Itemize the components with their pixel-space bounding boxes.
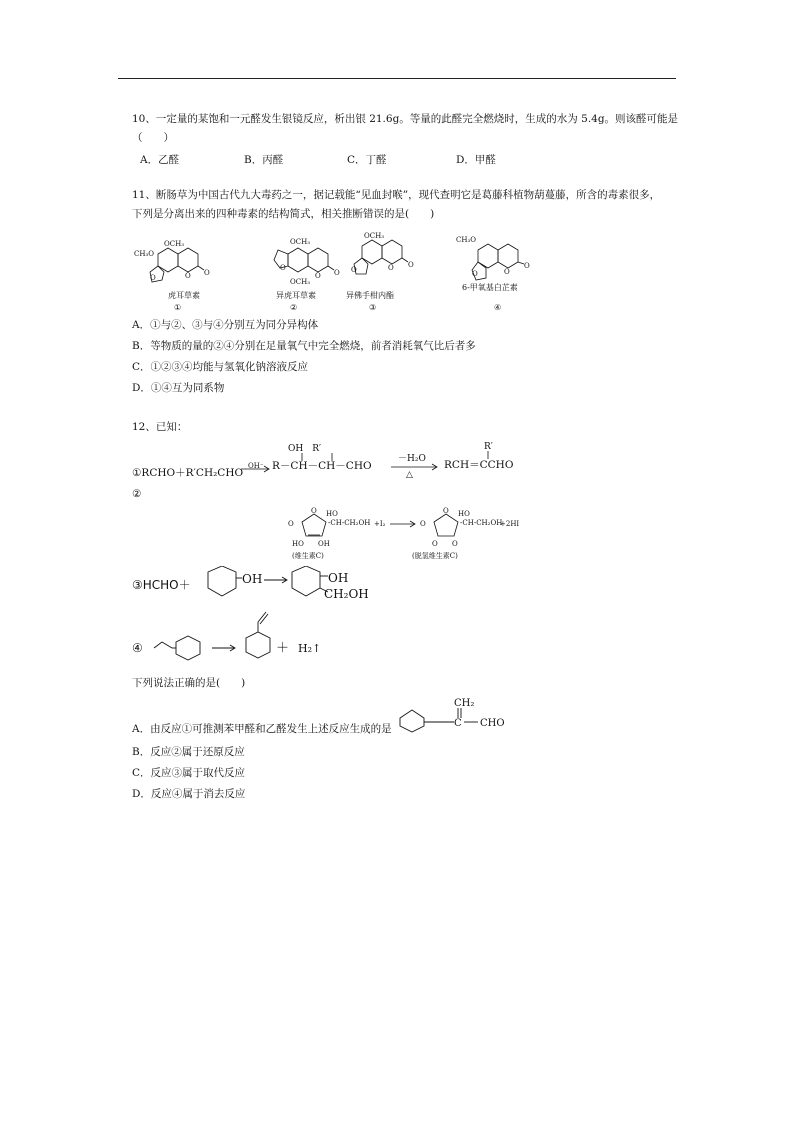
r2-r-o1: O <box>432 540 438 548</box>
q11-option-a: A．①与②、③与④分别互为同分异构体 <box>132 319 319 331</box>
s4-o3: O <box>524 262 530 270</box>
r2-r-o-ring: O <box>443 507 449 515</box>
r2-r-side: -CH-CH₂OH <box>460 519 503 527</box>
q12-option-d: D．反应④属于消去反应 <box>132 788 246 800</box>
r2-l-side: -CH-CH₂OH <box>328 519 371 527</box>
q12-question: 下列说法正确的是( ) <box>132 677 246 689</box>
r1-left: ①RCHO＋R′CH₂CHO <box>132 467 244 479</box>
r3-left: ③HCHO＋ <box>132 578 191 592</box>
r4-plus: ＋ <box>276 641 290 656</box>
r2-l-o-ketone: O <box>288 520 294 528</box>
s4-name: 6-甲氧基白芷素 <box>462 283 518 292</box>
r2-scheme <box>282 504 532 562</box>
q12-option-b: B．反应②属于还原反应 <box>132 746 245 758</box>
s2-name: 异虎耳草素 <box>276 291 316 300</box>
q10-option-b: B．丙醛 <box>244 154 284 166</box>
structure-4 <box>456 236 530 312</box>
r1-arrow2 <box>390 462 440 472</box>
r2-l-ho2: HO <box>292 540 304 548</box>
r3-oh: OH <box>242 572 263 586</box>
s1-ch3o: CH₃O <box>134 250 155 258</box>
structure-2 <box>274 238 340 312</box>
r3-p-oh: OH <box>328 571 349 585</box>
s2-o2: O <box>315 272 321 280</box>
r4-num: ④ <box>132 641 143 655</box>
s4-o2: O <box>504 268 510 276</box>
q11-option-c: C．①②③④均能与氢氧化钠溶液反应 <box>132 361 309 373</box>
s3-o1: O <box>351 266 357 274</box>
structure-3 <box>346 232 414 312</box>
r1-mid-top: OH R′ <box>288 444 322 454</box>
r2-num: ② <box>132 488 142 500</box>
q11-option-d: D．①④互为同系物 <box>132 382 225 394</box>
s1-o3: O <box>204 269 210 277</box>
r1-arrow1 <box>240 464 272 474</box>
s3-och3: OCH₃ <box>364 232 385 240</box>
r1-right: RCH＝CCHO <box>444 459 514 471</box>
q10-option-c: C．丁醛 <box>347 154 387 166</box>
q11-option-b: B．等物质的量的②④分别在足量氧气中完全燃烧，前者消耗氧气比后者多 <box>132 340 476 352</box>
s3-o3: O <box>408 261 414 269</box>
q10-stem-line1: 10、一定量的某饱和一元醛发生银镜反应，析出银 21.6g。等量的此醛完全燃烧时，生成的水为 5.4g。则该醛可能是 <box>132 113 679 125</box>
a-c: C <box>454 718 462 729</box>
r2-plus: +I₂ <box>374 520 386 528</box>
header-rule <box>118 78 676 79</box>
q10-stem-line2: （ ） <box>132 132 174 144</box>
q12-option-a-structure <box>396 696 526 738</box>
r2-product-tail: +2HI <box>500 520 520 528</box>
q11-stem-line1: 11、断肠草为中国古代九大毒药之一，据记载能“见血封喉”，现代查明它是葛藤科植物葫蔓藤，所含的毒素很多， <box>132 189 661 201</box>
r2-r-o2: O <box>452 540 458 548</box>
r3-p-ch2oh: CH₂OH <box>324 587 369 601</box>
r2-l-o-ring: O <box>311 507 317 515</box>
q12-option-c: C．反应③属于取代反应 <box>132 767 246 779</box>
r1-cond2: －H₂O <box>398 454 426 464</box>
r1-cond3: △ <box>406 470 413 480</box>
s1-och3: OCH₃ <box>164 240 185 248</box>
r2-right-name: (脱氢维生素C) <box>412 552 458 560</box>
r2-r-o-ketone: O <box>420 520 426 528</box>
a-cho: CHO <box>480 718 505 729</box>
q10-option-d: D．甲醛 <box>456 154 496 166</box>
q12-stem: 12、已知： <box>132 421 188 433</box>
s2-och3-bottom: OCH₃ <box>290 278 311 286</box>
r1-cond1: OH⁻ <box>248 462 264 470</box>
r1-mid: R－CH－CH－CHO <box>272 460 372 472</box>
s1-num: ① <box>174 303 182 312</box>
s3-o2: O <box>388 264 394 272</box>
q10-option-a: A．乙醛 <box>140 154 180 166</box>
q11-structures <box>128 228 548 316</box>
s2-o3: O <box>334 269 340 277</box>
a-ch2: CH₂ <box>454 698 475 709</box>
r2-l-oh: OH <box>318 540 330 548</box>
s2-num: ② <box>290 303 298 312</box>
s3-name: 异佛手柑内酯 <box>346 291 394 300</box>
r3-scheme <box>198 566 388 606</box>
s1-o1: O <box>150 274 156 282</box>
s1-name: 虎耳草素 <box>168 291 200 300</box>
s2-o1: O <box>280 264 286 272</box>
s2-och3-top: OCH₃ <box>290 238 311 246</box>
s1-o2: O <box>185 272 191 280</box>
s4-num: ④ <box>494 303 502 312</box>
r1-right-top: R′ <box>484 442 493 452</box>
r2-l-ho: HO <box>326 510 338 518</box>
structure-1 <box>134 240 210 312</box>
s3-num: ③ <box>369 303 377 312</box>
q11-stem-line2: 下列是分离出来的四种毒素的结构简式，相关推断错误的是( ) <box>132 208 435 220</box>
r2-left-name: (维生素C) <box>292 552 324 560</box>
s4-ch3o: CH₃O <box>456 236 477 244</box>
r2-r-ho: HO <box>458 510 470 518</box>
r4-scheme <box>150 608 340 668</box>
s4-o1: O <box>472 270 478 278</box>
r4-h2: H₂↑ <box>298 642 322 655</box>
q12-option-a: A．由反应①可推测苯甲醛和乙醛发生上述反应生成的是 <box>132 723 392 735</box>
